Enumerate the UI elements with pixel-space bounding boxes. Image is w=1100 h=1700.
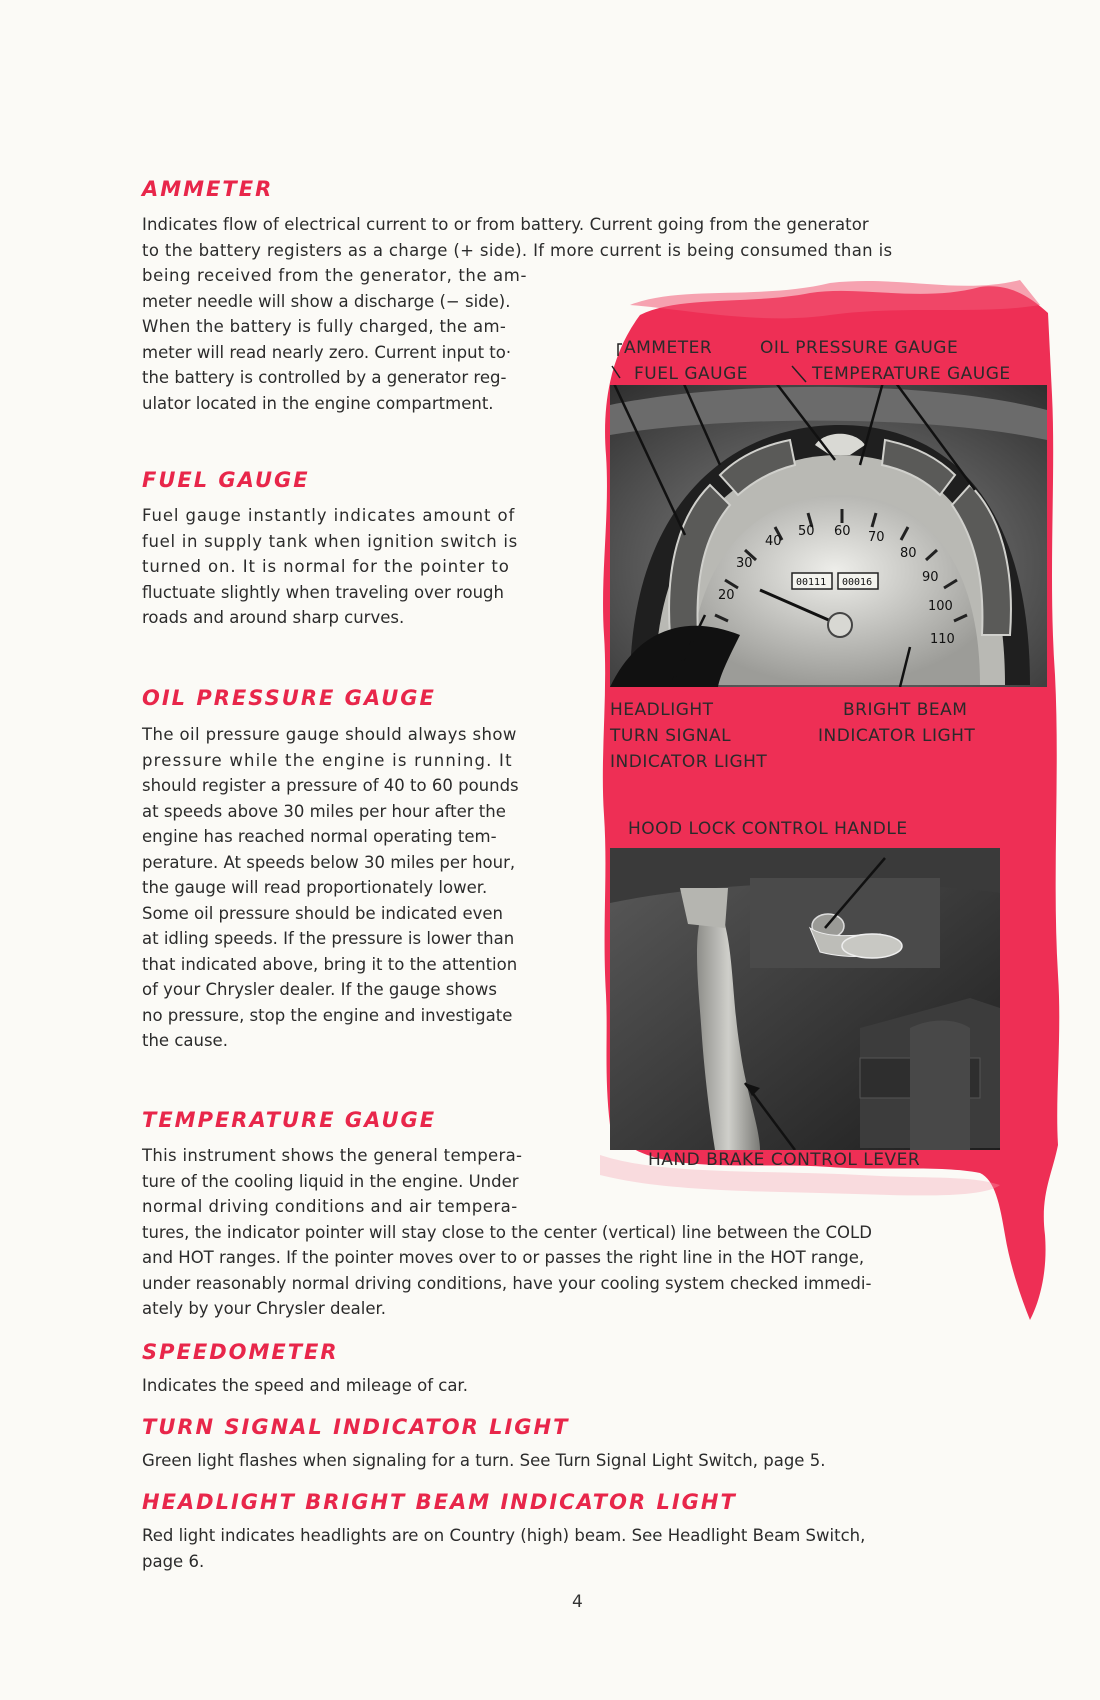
text-line: the cause. <box>142 1031 228 1050</box>
text-line: to the battery registers as a charge (+ side). If more current is being consumed than is <box>142 240 893 260</box>
section-title-fuel-gauge: FUEL GAUGE <box>142 468 310 492</box>
text-line: fluctuate slightly when traveling over rough <box>142 582 504 602</box>
text-line: When the battery is fully charged, the am- <box>142 317 507 336</box>
text-line: pressure while the engine is running. It <box>142 750 513 770</box>
section-text-oil-pressure-gauge <box>142 722 519 1054</box>
text-line: engine has reached normal operating tem- <box>142 827 497 846</box>
section-text-turn-signal-indicator-light <box>142 1448 825 1474</box>
section-title-speedometer: SPEEDOMETER <box>142 1340 339 1364</box>
text-line: tures, the indicator pointer will stay close to the center (vertical) line between the COLD <box>142 1222 872 1242</box>
text-line: of your Chrysler dealer. If the gauge shows <box>142 980 498 999</box>
text-line: should register a pressure of 40 to 60 pounds <box>142 776 519 795</box>
section-text-temperature-gauge <box>142 1143 872 1322</box>
speed-tick-40: 40 <box>765 534 782 549</box>
page-number: 4 <box>572 1592 583 1612</box>
section-title-ammeter: AMMETER <box>142 177 274 201</box>
floor-controls-illustration <box>610 848 1000 1150</box>
text-line: ately by your Chrysler dealer. <box>142 1299 387 1318</box>
text-line: Indicates flow of electrical current to or from battery. Current going from the generator <box>142 215 869 234</box>
text-line: Fuel gauge instantly indicates amount of <box>142 506 516 525</box>
text-line: meter needle will show a discharge (− side). <box>142 291 511 311</box>
callout-hood-lock-control-handle: HOOD LOCK CONTROL HANDLE <box>628 819 908 839</box>
section-text-fuel-gauge <box>142 503 518 631</box>
speed-tick-60: 60 <box>834 524 851 539</box>
callout-indicator-light: INDICATOR LIGHT <box>610 752 768 772</box>
text-line: at speeds above 30 miles per hour after the <box>142 801 506 821</box>
text-line: at idling speeds. If the pressure is lower than <box>142 929 515 948</box>
speed-tick-80: 80 <box>900 546 917 561</box>
text-line: Indicates the speed and mileage of car. <box>142 1376 468 1395</box>
text-line: turned on. It is normal for the pointer to <box>142 557 510 576</box>
section-text-ammeter <box>142 212 892 416</box>
dashboard-illustration <box>610 385 1047 687</box>
text-line: Green light flashes when signaling for a turn. See Turn Signal Light Switch, page 5. <box>142 1451 826 1470</box>
callout-hand-brake-control-lever: HAND BRAKE CONTROL LEVER <box>648 1150 921 1170</box>
callout-headlight: HEADLIGHT <box>610 700 714 720</box>
section-title-oil-pressure-gauge: OIL PRESSURE GAUGE <box>142 686 436 710</box>
section-text-speedometer <box>142 1373 468 1399</box>
text-line: under reasonably normal driving conditions, have your cooling system checked immedi- <box>142 1273 872 1293</box>
text-line: fuel in supply tank when ignition switch is <box>142 531 518 551</box>
speed-tick-50: 50 <box>798 524 815 539</box>
text-line: ulator located in the engine compartment. <box>142 393 494 413</box>
callout-fuel-gauge: FUEL GAUGE <box>634 364 748 384</box>
section-title-temperature-gauge: TEMPERATURE GAUGE <box>142 1108 437 1132</box>
text-line: that indicated above, bring it to the attention <box>142 954 518 974</box>
speed-tick-30: 30 <box>736 556 753 571</box>
speed-tick-20: 20 <box>718 588 735 603</box>
text-line: This instrument shows the general tempera- <box>142 1146 523 1165</box>
dashboard-photo <box>610 385 1047 687</box>
text-line: the gauge will read proportionately lower. <box>142 878 488 897</box>
text-line: no pressure, stop the engine and investigate <box>142 1005 513 1025</box>
text-line: Some oil pressure should be indicated even <box>142 903 503 923</box>
callout-oil-pressure-gauge: OIL PRESSURE GAUGE <box>760 338 959 358</box>
callout-temperature-gauge: TEMPERATURE GAUGE <box>812 364 1011 384</box>
section-title-headlight-bright-beam-indicator-light: HEADLIGHT BRIGHT BEAM INDICATOR LIGHT <box>142 1490 737 1514</box>
section-text-headlight-bright-beam-indicator-light <box>142 1523 865 1574</box>
callout-turn-signal: TURN SIGNAL <box>610 726 732 746</box>
text-line: roads and around sharp curves. <box>142 608 405 627</box>
text-line: perature. At speeds below 30 miles per hour, <box>142 852 516 872</box>
trip-readout: 00016 <box>842 577 873 588</box>
text-line: being received from the generator, the am- <box>142 266 527 285</box>
text-line: page 6. <box>142 1551 205 1571</box>
callout-ammeter: AMMETER <box>624 338 713 358</box>
callout-bright-beam-indicator-light: INDICATOR LIGHT <box>818 726 976 746</box>
section-title-turn-signal-indicator-light: TURN SIGNAL INDICATOR LIGHT <box>142 1415 570 1439</box>
speed-tick-100: 100 <box>928 599 953 614</box>
text-line: ture of the cooling liquid in the engine. Under <box>142 1171 519 1191</box>
text-line: meter will read nearly zero. Current input to· <box>142 342 512 362</box>
text-line: Red light indicates headlights are on Country (high) beam. See Headlight Beam Switch, <box>142 1526 866 1545</box>
speed-tick-70: 70 <box>868 530 885 545</box>
odometer-readout: 00111 <box>796 577 827 588</box>
floor-controls-photo <box>610 848 1000 1150</box>
callout-bright-beam: BRIGHT BEAM <box>843 700 968 720</box>
text-line: and HOT ranges. If the pointer moves over to or passes the right line in the HOT range, <box>142 1248 865 1267</box>
speed-tick-110: 110 <box>930 632 955 647</box>
text-line: The oil pressure gauge should always show <box>142 725 517 744</box>
text-line: normal driving conditions and air tempera- <box>142 1197 518 1216</box>
speed-tick-90: 90 <box>922 570 939 585</box>
text-line: the battery is controlled by a generator reg- <box>142 368 507 387</box>
